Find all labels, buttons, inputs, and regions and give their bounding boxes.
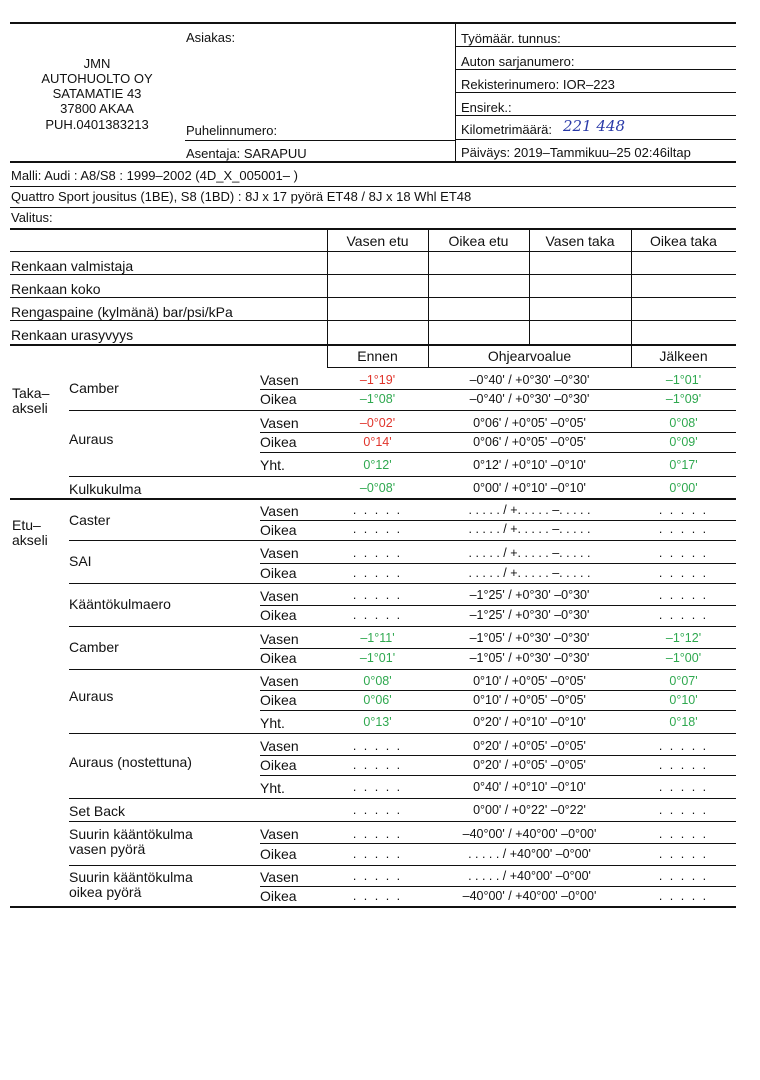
- empty-value: . . . . .: [352, 739, 403, 753]
- company-street: SATAMATIE 43: [52, 86, 142, 101]
- caster-left-range: . . . . . / +. . . . . –. . . . .: [468, 503, 591, 517]
- rear-toe-total-range: 0°12' / +0°10' –0°10': [473, 458, 586, 472]
- max-turn-right-right-range: –40°00' / +40°00' –0°00': [462, 889, 597, 903]
- rule: [10, 344, 736, 346]
- rule: [455, 139, 736, 140]
- rear-toe-right-range: 0°06' / +0°05' –0°05': [473, 435, 586, 449]
- mileage-label: Kilometrimäärä:: [461, 122, 553, 137]
- included-left-range: –1°25' / +0°30' –0°30': [469, 588, 590, 602]
- rear-toe-total-after: 0°17': [669, 458, 698, 472]
- empty-value: . . . . .: [352, 503, 403, 517]
- empty-value: . . . . .: [658, 889, 709, 903]
- side-label: Vasen: [260, 545, 299, 561]
- first-registration-label: Ensirek.:: [461, 100, 512, 115]
- rule: [260, 648, 736, 649]
- rear-toe-right-after: 0°09': [669, 435, 698, 449]
- tire-col-header: Vasen taka: [545, 233, 615, 249]
- empty-value: . . . . .: [658, 869, 709, 883]
- tire-row-label: Rengaspaine (kylmänä) bar/psi/kPa: [11, 304, 233, 320]
- side-label: Oikea: [260, 650, 297, 666]
- rule: [260, 710, 736, 711]
- rule: [69, 821, 736, 822]
- rule: [260, 886, 736, 887]
- tire-col-header: Oikea taka: [650, 233, 717, 249]
- side-label: Oikea: [260, 391, 297, 407]
- header-top-rule: [10, 22, 736, 24]
- front-toe-right-range: 0°10' / +0°05' –0°05': [473, 693, 586, 707]
- empty-value: . . . . .: [352, 758, 403, 772]
- rule: [260, 843, 736, 844]
- rule: [10, 498, 736, 500]
- tire-col-header: Oikea etu: [448, 233, 509, 249]
- empty-value: . . . . .: [658, 522, 709, 536]
- side-label: Vasen: [260, 415, 299, 431]
- empty-value: . . . . .: [658, 758, 709, 772]
- model-variant: Quattro Sport jousitus (1BE), S8 (1BD) : 8J x 17 pyörä ET48 / 8J x 18 Whl ET48: [11, 189, 472, 204]
- max-turn-right-label-2: oikea pyörä: [69, 884, 142, 900]
- rule: [69, 865, 736, 866]
- header-bottom-rule: [10, 161, 736, 163]
- front-camber-label: Camber: [69, 639, 119, 655]
- empty-value: . . . . .: [658, 503, 709, 517]
- front-axle-label-2: akseli: [12, 532, 48, 548]
- empty-value: . . . . .: [352, 803, 403, 817]
- front-toe-label: Auraus: [69, 688, 114, 704]
- rule: [69, 476, 736, 477]
- vin-label: Auton sarjanumero:: [461, 54, 575, 69]
- max-turn-left-left-range: –40°00' / +40°00' –0°00': [462, 827, 597, 841]
- front-toe-left-before: 0°08': [363, 674, 392, 688]
- empty-value: . . . . .: [352, 869, 403, 883]
- rule: [260, 563, 736, 564]
- rear-camber-left-range: –0°40' / +0°30' –0°30': [469, 373, 590, 387]
- rule: [455, 92, 736, 93]
- side-label: Vasen: [260, 588, 299, 604]
- toe-lifted-label: Auraus (nostettuna): [69, 754, 192, 770]
- company-name-2: AUTOHUOLTO OY: [41, 71, 153, 86]
- rear-axle-label: Taka–: [12, 385, 50, 401]
- side-label: Oikea: [260, 888, 297, 904]
- table-bottom-rule: [10, 906, 736, 908]
- front-toe-total-after: 0°18': [669, 715, 698, 729]
- toe-lifted-left-range: 0°20' / +0°05' –0°05': [473, 739, 586, 753]
- company-postal: 37800 AKAA: [60, 101, 134, 116]
- empty-value: . . . . .: [658, 739, 709, 753]
- side-label: Vasen: [260, 372, 299, 388]
- side-label: Oikea: [260, 607, 297, 623]
- front-camber-right-after: –1°00': [665, 651, 702, 665]
- tire-col-header: Vasen etu: [346, 233, 409, 249]
- rule: [455, 115, 736, 116]
- side-label: Yht.: [260, 780, 285, 796]
- rule: [260, 755, 736, 756]
- tire-row-label: Renkaan urasyvyys: [11, 327, 134, 343]
- rule: [10, 251, 736, 252]
- empty-value: . . . . .: [352, 522, 403, 536]
- max-turn-left-label-2: vasen pyörä: [69, 841, 146, 857]
- rule: [69, 583, 736, 584]
- registration: Rekisterinumero: IOR–223: [461, 77, 615, 92]
- rear-camber-label: Camber: [69, 380, 119, 396]
- front-camber-left-range: –1°05' / +0°30' –0°30': [469, 631, 590, 645]
- empty-value: . . . . .: [352, 827, 403, 841]
- range-header: Ohjearvoalue: [487, 348, 572, 364]
- side-label: Vasen: [260, 503, 299, 519]
- side-label: Oikea: [260, 522, 297, 538]
- empty-value: . . . . .: [352, 847, 403, 861]
- toe-lifted-total-range: 0°40' / +0°10' –0°10': [473, 780, 586, 794]
- rule: [260, 520, 736, 521]
- side-label: Vasen: [260, 673, 299, 689]
- selection-label: Valitus:: [11, 210, 53, 225]
- thrust-range: 0°00' / +0°10' –0°10': [473, 481, 586, 495]
- rear-camber-right-after: –1°09': [665, 392, 702, 406]
- included-angle-label: Kääntökulmaero: [69, 596, 171, 612]
- rule: [455, 46, 736, 47]
- side-label: Vasen: [260, 869, 299, 885]
- rear-camber-left-before: –1°19': [359, 373, 396, 387]
- empty-value: . . . . .: [658, 847, 709, 861]
- empty-value: . . . . .: [658, 803, 709, 817]
- toe-lifted-right-range: 0°20' / +0°05' –0°05': [473, 758, 586, 772]
- side-label: Oikea: [260, 846, 297, 862]
- setback-label: Set Back: [69, 803, 126, 819]
- rear-camber-right-before: –1°08': [359, 392, 396, 406]
- rear-toe-label: Auraus: [69, 431, 114, 447]
- empty-value: . . . . .: [658, 827, 709, 841]
- model-line: Malli: Audi : A8/S8 : 1999–2002 (4D_X_005001– ): [11, 168, 298, 183]
- max-turn-right-left-range: . . . . . / +40°00' –0°00': [468, 869, 591, 883]
- sai-left-range: . . . . . / +. . . . . –. . . . .: [468, 546, 591, 560]
- rear-toe-left-after: 0°08': [669, 416, 698, 430]
- rule: [69, 669, 736, 670]
- front-camber-right-range: –1°05' / +0°30' –0°30': [469, 651, 590, 665]
- front-camber-right-before: –1°01': [359, 651, 396, 665]
- front-toe-left-range: 0°10' / +0°05' –0°05': [473, 674, 586, 688]
- side-label: Vasen: [260, 826, 299, 842]
- rule: [10, 297, 736, 298]
- rule: [10, 186, 736, 187]
- customer-label: Asiakas:: [186, 30, 236, 45]
- front-toe-total-before: 0°13': [363, 715, 392, 729]
- empty-value: . . . . .: [352, 546, 403, 560]
- side-label: Oikea: [260, 434, 297, 450]
- tire-row-label: Renkaan valmistaja: [11, 258, 134, 274]
- empty-value: . . . . .: [658, 780, 709, 794]
- rear-toe-right-before: 0°14': [363, 435, 392, 449]
- rule: [260, 389, 736, 390]
- side-label: Oikea: [260, 692, 297, 708]
- tire-row-label: Renkaan koko: [11, 281, 101, 297]
- front-toe-total-range: 0°20' / +0°10' –0°10': [473, 715, 586, 729]
- sai-right-range: . . . . . / +. . . . . –. . . . .: [468, 566, 591, 580]
- caster-label: Caster: [69, 512, 111, 528]
- thrust-angle-label: Kulkukulma: [69, 481, 142, 497]
- side-label: Oikea: [260, 565, 297, 581]
- front-camber-left-before: –1°11': [360, 631, 395, 645]
- rule: [69, 626, 736, 627]
- phone-rule: [185, 140, 455, 141]
- rule: [69, 540, 736, 541]
- phone-label: Puhelinnumero:: [186, 123, 278, 138]
- max-turn-left-label: Suurin kääntökulma: [69, 826, 193, 842]
- empty-value: . . . . .: [658, 546, 709, 560]
- rule: [260, 775, 736, 776]
- side-label: Vasen: [260, 631, 299, 647]
- rear-toe-total-before: 0°12': [363, 458, 392, 472]
- empty-value: . . . . .: [352, 566, 403, 580]
- front-toe-left-after: 0°07': [669, 674, 698, 688]
- side-label: Yht.: [260, 457, 285, 473]
- rear-toe-left-range: 0°06' / +0°05' –0°05': [473, 416, 586, 430]
- rule: [260, 605, 736, 606]
- side-label: Yht.: [260, 715, 285, 731]
- rule: [10, 320, 736, 321]
- company-name: JMN: [83, 56, 111, 71]
- rule: [260, 432, 736, 433]
- empty-value: . . . . .: [352, 780, 403, 794]
- rule: [327, 367, 736, 368]
- rule: [260, 690, 736, 691]
- rear-camber-left-after: –1°01': [665, 373, 702, 387]
- rear-camber-right-range: –0°40' / +0°30' –0°30': [469, 392, 590, 406]
- max-turn-left-right-range: . . . . . / +40°00' –0°00': [468, 847, 591, 861]
- rule: [69, 410, 736, 411]
- sai-label: SAI: [69, 553, 92, 569]
- side-label: Oikea: [260, 757, 297, 773]
- included-right-range: –1°25' / +0°30' –0°30': [469, 608, 590, 622]
- rear-toe-left-before: –0°02': [359, 416, 396, 430]
- rule: [10, 274, 736, 275]
- empty-value: . . . . .: [658, 588, 709, 602]
- work-order-label: Työmäär. tunnus:: [461, 31, 561, 46]
- max-turn-right-label: Suurin kääntökulma: [69, 869, 193, 885]
- rear-axle-label-2: akseli: [12, 400, 48, 416]
- empty-value: . . . . .: [352, 608, 403, 622]
- thrust-after: 0°00': [669, 481, 698, 495]
- rule: [455, 69, 736, 70]
- empty-value: . . . . .: [352, 889, 403, 903]
- before-header: Ennen: [357, 348, 398, 364]
- rule: [260, 452, 736, 453]
- front-axle-label: Etu–: [12, 517, 41, 533]
- mileage-handwritten-value: 221 448: [563, 117, 626, 135]
- empty-value: . . . . .: [658, 608, 709, 622]
- empty-value: . . . . .: [658, 566, 709, 580]
- date: Päiväys: 2019–Tammikuu–25 02:46iltap: [461, 145, 691, 160]
- empty-value: . . . . .: [352, 588, 403, 602]
- technician: Asentaja: SARAPUU: [186, 146, 307, 161]
- front-toe-right-after: 0°10': [669, 693, 698, 707]
- rule: [69, 733, 736, 734]
- front-toe-right-before: 0°06': [363, 693, 392, 707]
- rule: [10, 207, 736, 208]
- side-label: Vasen: [260, 738, 299, 754]
- front-camber-left-after: –1°12': [665, 631, 702, 645]
- setback-range: 0°00' / +0°22' –0°22': [473, 803, 586, 817]
- rule: [69, 798, 736, 799]
- company-phone: PUH.0401383213: [45, 117, 149, 132]
- after-header: Jälkeen: [659, 348, 708, 364]
- caster-right-range: . . . . . / +. . . . . –. . . . .: [468, 522, 591, 536]
- rule: [10, 228, 736, 230]
- thrust-before: –0°08': [359, 481, 396, 495]
